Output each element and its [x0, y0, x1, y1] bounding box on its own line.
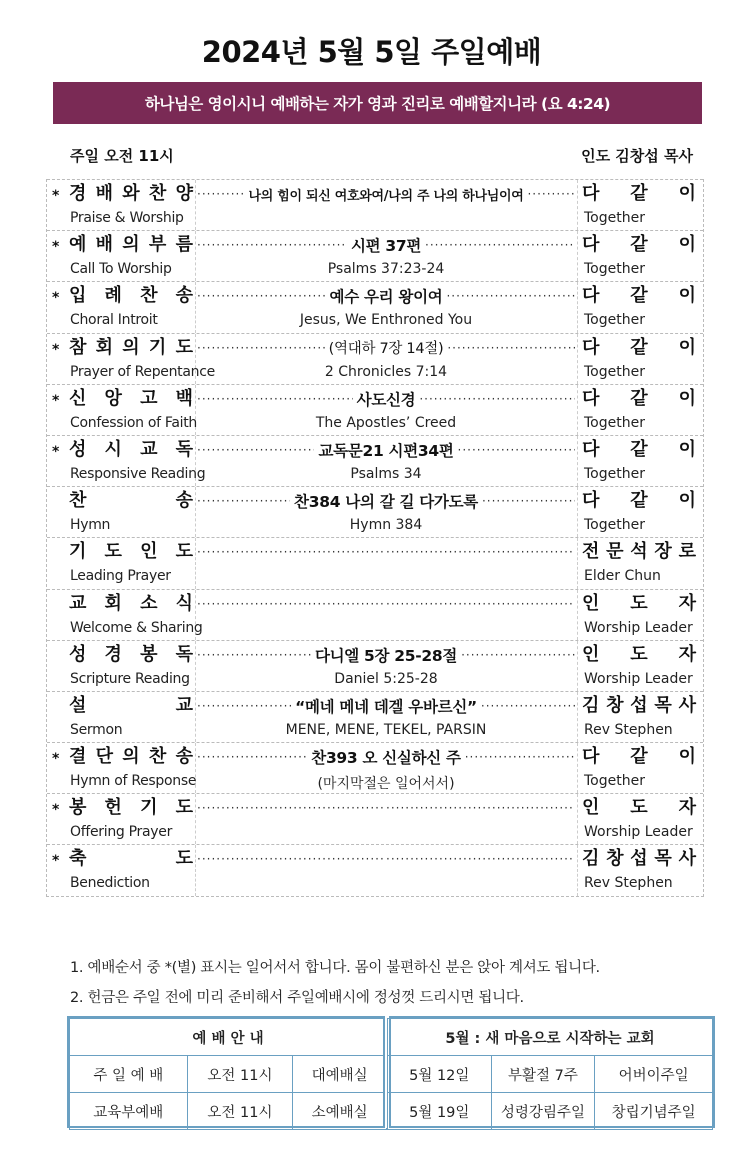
order-item-name-char: 회 — [104, 592, 122, 614]
order-item-name-char: 찬 — [140, 285, 158, 307]
order-item-leader-english: Worship Leader — [584, 824, 693, 841]
order-item-name-char: 교 — [140, 438, 158, 460]
table-row — [388, 1093, 713, 1130]
table-cell: 5월 19일 — [388, 1093, 492, 1130]
table-cell: 소예배실 — [293, 1093, 387, 1130]
order-item-name-char: 와 — [122, 183, 140, 204]
order-item — [47, 384, 703, 435]
order-item-leader-char: 이 — [678, 183, 696, 204]
order-item-name-char: 양 — [175, 183, 193, 204]
dot-leader — [197, 797, 386, 819]
note-offering: 2. 헌금은 주일 전에 미리 준비해서 주일예배시에 정성껏 드리시면 됩니다. — [70, 990, 524, 1006]
order-item-leader-english: Rev Stephen — [584, 875, 673, 892]
order-item-name-char: 설 — [69, 694, 87, 716]
order-item-english-content: Psalms 34 — [350, 465, 422, 482]
order-item-korean-name — [69, 234, 193, 256]
order-item-name-char: 신 — [69, 387, 87, 409]
dot-leader — [446, 285, 575, 307]
table-cell: 교육부예배 — [70, 1093, 188, 1130]
order-item-name-char: 배 — [95, 183, 114, 204]
order-item-leader — [582, 644, 696, 666]
order-item-name-char: 름 — [175, 234, 193, 256]
order-item-leader-char: 섭 — [630, 694, 648, 716]
order-item-english-content: (마지막절은 일어서서) — [317, 776, 455, 793]
order-item-leader-english: Together — [584, 261, 645, 278]
order-item-name-char: 송 — [175, 490, 193, 512]
order-item-english-name: Scripture Reading — [70, 670, 190, 687]
order-item-leader — [582, 388, 696, 410]
dot-leader — [197, 234, 347, 256]
page-title: 2024년 5월 5일 주일예배 — [201, 35, 542, 69]
order-item-leader-char: 같 — [630, 234, 648, 256]
order-item-leader-char: 이 — [678, 285, 696, 307]
order-item-leader-char: 자 — [678, 592, 696, 614]
order-item-content — [197, 593, 575, 615]
worship-guide-table — [69, 1018, 387, 1130]
order-item-name-char: 회 — [95, 336, 114, 358]
order-item-name-char: 소 — [140, 592, 158, 614]
order-item-leader-english: Together — [584, 210, 645, 226]
order-item-name-char: 찬 — [69, 490, 87, 512]
dot-leader — [197, 439, 314, 461]
order-item-korean-content: 다니엘 5장 25-28절 — [314, 646, 458, 665]
order-item-korean-content: “메네 메네 데겔 우바르신” — [295, 697, 477, 716]
dot-leader — [386, 593, 575, 615]
order-item-leader-char: 이 — [678, 336, 696, 358]
order-item-leader-char: 다 — [582, 285, 600, 307]
order-item-leader-char: 다 — [582, 336, 600, 358]
order-item-name-char: 앙 — [104, 387, 122, 409]
order-item-name-char: 의 — [122, 234, 140, 256]
table-cell: 오전 11시 — [187, 1056, 293, 1093]
order-item-english-content: The Apostles’ Creed — [315, 414, 457, 431]
order-item-english-name: Hymn of Response — [70, 773, 197, 790]
order-item-korean-name — [69, 337, 193, 359]
order-item-name-char: 교 — [175, 694, 193, 716]
order-item — [47, 230, 703, 281]
order-item-name-char: 송 — [175, 285, 193, 307]
dot-leader — [527, 183, 575, 205]
note-standing: 1. 예배순서 중 *(별) 표시는 일어서서 합니다. 몸이 불편하신 분은 앉아 계셔도 됩니다. — [70, 960, 600, 976]
order-item — [47, 793, 703, 844]
dot-leader — [465, 746, 575, 768]
order-item-content — [197, 746, 575, 768]
order-item-english-name: Prayer of Repentance — [70, 363, 215, 380]
order-item-english-content: MENE, MENE, TEKEL, PARSIN — [285, 721, 487, 738]
dot-leader — [197, 337, 325, 359]
order-item-leader — [582, 285, 696, 307]
order-item-name-char: 독 — [175, 643, 193, 665]
order-item-leader-english: Together — [584, 773, 645, 790]
order-item-leader-char: 다 — [582, 746, 600, 768]
order-item-leader-char: 다 — [582, 387, 600, 409]
order-item-korean-content: (역대하 7장 14절) — [328, 341, 444, 358]
order-item-leader-char: 도 — [630, 592, 648, 614]
order-item-korean-name — [69, 797, 193, 819]
dot-leader — [197, 388, 353, 410]
order-item-name-char: 백 — [175, 387, 193, 409]
order-item-leader-char: 사 — [678, 694, 696, 716]
order-item-leader-char: 이 — [678, 387, 696, 409]
table-cell: 어버이주일 — [595, 1056, 713, 1093]
order-item-leader — [582, 695, 696, 717]
order-item — [47, 435, 703, 486]
dot-leader — [197, 593, 386, 615]
order-item-korean-name — [69, 746, 193, 768]
table-cell: 오전 11시 — [187, 1093, 293, 1130]
order-item-english-name: Hymn — [70, 517, 111, 534]
order-item-name-char: 배 — [95, 234, 114, 256]
order-item-leader-english: Together — [584, 414, 645, 431]
order-item-english-name: Sermon — [70, 721, 123, 738]
order-item-content — [197, 234, 575, 256]
order-item-leader-char: 창 — [606, 694, 624, 716]
info-box — [67, 1016, 715, 1128]
order-item-content — [197, 644, 575, 666]
order-item-name-char: 축 — [69, 848, 87, 870]
order-item-leader-english: Elder Chun — [584, 568, 661, 585]
dot-leader — [197, 848, 386, 870]
order-item-leader-english: Together — [584, 312, 645, 329]
order-item-leader-char: 이 — [678, 234, 696, 256]
standing-marker: * — [52, 341, 60, 358]
order-item-leader-char: 자 — [678, 797, 696, 819]
table-row — [70, 1056, 387, 1093]
order-item-leader-char: 목 — [654, 694, 672, 716]
order-item — [47, 281, 703, 332]
order-item-name-char: 성 — [69, 643, 87, 665]
order-item-leader-english: Worship Leader — [584, 670, 693, 687]
order-item — [47, 333, 703, 384]
order-item-leader-char: 다 — [582, 183, 600, 204]
order-item-content — [197, 388, 575, 410]
order-item-leader — [582, 746, 696, 768]
order-item-name-char: 독 — [175, 438, 193, 460]
order-item-content — [197, 848, 575, 870]
order-item-leader-char: 로 — [678, 541, 696, 563]
table-cell: 주 일 예 배 — [70, 1056, 188, 1093]
order-item-name-char: 도 — [175, 541, 193, 563]
order-item-leader — [582, 439, 696, 461]
order-item — [47, 486, 703, 537]
order-item-korean-name — [69, 695, 193, 717]
order-item — [47, 640, 703, 691]
order-item-name-char: 고 — [140, 387, 158, 409]
order-item-leader-char: 김 — [582, 848, 600, 870]
order-item — [47, 537, 703, 588]
table-cell: 성령강림주일 — [491, 1093, 595, 1130]
order-item-english-content: Psalms 37:23-24 — [327, 261, 445, 278]
order-item-name-char: 결 — [69, 746, 87, 768]
order-item-english-name: Confession of Faith — [70, 414, 197, 431]
order-item-leader — [582, 183, 696, 205]
order-item-name-char: 경 — [104, 643, 122, 665]
order-item-english-content: 2 Chronicles 7:14 — [324, 363, 448, 380]
dot-leader — [386, 797, 575, 819]
order-item-leader-char: 이 — [678, 438, 696, 460]
order-item-name-char: 도 — [104, 541, 122, 563]
order-item-name-char: 기 — [140, 797, 158, 819]
order-item-english-content: Daniel 5:25-28 — [334, 670, 438, 687]
table-row — [388, 1056, 713, 1093]
order-item-leader-char: 도 — [630, 643, 648, 665]
order-item-name-char: 식 — [175, 592, 193, 614]
service-time: 주일 오전 11시 — [70, 147, 174, 165]
order-item-name-char: 도 — [175, 336, 193, 358]
order-item-english-content: Hymn 384 — [349, 517, 423, 534]
standing-marker: * — [52, 188, 60, 204]
service-presider: 인도 김창섭 목사 — [581, 147, 693, 165]
order-item-leader-char: 석 — [630, 541, 648, 563]
dot-leader — [386, 848, 575, 870]
order-item-content — [197, 695, 575, 717]
order-item-name-char: 경 — [69, 183, 87, 204]
order-item-korean-content: 예수 우리 왕이여 — [329, 288, 443, 307]
order-item-leader-english: Together — [584, 363, 645, 380]
order-item-leader-char: 인 — [582, 797, 600, 819]
order-item-name-char: 봉 — [69, 797, 87, 819]
order-item-leader-char: 같 — [630, 490, 648, 512]
dot-leader — [197, 541, 386, 563]
order-item-leader-char: 같 — [630, 336, 648, 358]
order-item-leader-char: 다 — [582, 438, 600, 460]
order-item-leader — [582, 234, 696, 256]
order-item — [47, 589, 703, 640]
standing-marker: * — [52, 751, 60, 768]
order-item-english-name: Welcome & Sharing — [70, 619, 203, 636]
order-item-korean-name — [69, 848, 193, 870]
order-item-leader-char: 같 — [630, 183, 648, 204]
order-item-leader-char: 창 — [606, 848, 624, 870]
order-item-leader — [582, 848, 696, 870]
order-item-leader-char: 장 — [654, 541, 672, 563]
order-item-name-char: 도 — [175, 797, 193, 819]
order-item-name-char: 시 — [104, 438, 122, 460]
order-item-korean-name — [69, 183, 193, 205]
dot-leader — [197, 490, 290, 512]
standing-marker: * — [52, 392, 60, 409]
dot-leader — [197, 285, 326, 307]
may-schedule-title: 5월 : 새 마음으로 시작하는 교회 — [388, 1019, 713, 1056]
order-item — [47, 742, 703, 793]
order-item-leader-char: 이 — [678, 490, 696, 512]
dot-leader — [458, 439, 575, 461]
dot-leader — [461, 644, 575, 666]
order-item-leader-char: 사 — [678, 848, 696, 870]
order-item-leader — [582, 797, 696, 819]
order-item-korean-content: 찬384 나의 갈 길 다가도록 — [294, 493, 478, 512]
order-item-leader-english: Worship Leader — [584, 619, 693, 636]
standing-marker: * — [52, 443, 60, 460]
dot-leader — [197, 695, 291, 717]
order-item-leader-char: 같 — [630, 746, 648, 768]
order-item-leader-char: 문 — [606, 541, 624, 563]
dot-leader — [419, 388, 575, 410]
dot-leader — [481, 695, 575, 717]
order-item-english-name: Responsive Reading — [70, 465, 206, 482]
order-item-leader — [582, 490, 696, 512]
order-item-english-name: Benediction — [70, 875, 150, 892]
order-item-content — [197, 797, 575, 819]
order-item-name-char: 헌 — [104, 797, 122, 819]
order-item-leader-char: 인 — [582, 643, 600, 665]
dot-leader — [425, 234, 575, 256]
order-item-name-char: 참 — [69, 336, 87, 358]
order-item-leader-char: 도 — [630, 797, 648, 819]
order-item-leader-english: Together — [584, 465, 645, 482]
order-item-korean-content: 교독문21 시편34편 — [318, 441, 454, 460]
order-item-english-content: Jesus, We Enthroned You — [299, 312, 473, 329]
order-item — [47, 844, 703, 895]
order-item-leader-char: 전 — [582, 541, 600, 563]
order-item-name-char: 인 — [140, 541, 158, 563]
order-item-english-name: Call To Worship — [70, 261, 172, 278]
order-item-content — [197, 490, 575, 512]
dot-leader — [197, 183, 245, 205]
standing-marker: * — [52, 802, 60, 819]
table-cell: 5월 12일 — [388, 1056, 492, 1093]
order-item-name-char: 례 — [104, 285, 122, 307]
standing-marker: * — [52, 853, 60, 870]
order-item-name-char: 기 — [148, 336, 167, 358]
order-item-name-char: 기 — [69, 541, 87, 563]
dot-leader — [447, 337, 575, 359]
order-item-name-char: 봉 — [140, 643, 158, 665]
order-item-korean-content: 사도신경 — [356, 390, 416, 409]
order-item — [47, 179, 703, 230]
order-item-name-char: 찬 — [148, 183, 167, 204]
standing-marker: * — [52, 290, 60, 307]
order-item-korean-name — [69, 541, 193, 563]
order-item-korean-content: 나의 힘이 되신 여호와여/나의 주 나의 하나님이여 — [248, 188, 524, 204]
table-cell: 부활절 7주 — [491, 1056, 595, 1093]
order-item-korean-name — [69, 490, 193, 512]
dot-leader — [482, 490, 575, 512]
order-item-leader-english: Rev Stephen — [584, 721, 673, 738]
order-item-korean-content: 찬393 오 신실하신 주 — [311, 749, 461, 768]
order-item-english-name: Choral Introit — [70, 312, 158, 329]
order-item-content — [197, 439, 575, 461]
order-item-leader-char: 인 — [582, 592, 600, 614]
order-item-name-char: 송 — [175, 746, 193, 768]
order-item-english-name: Leading Prayer — [70, 568, 171, 585]
order-item-english-name: Praise & Worship — [70, 210, 184, 226]
order-item-korean-content: 시편 37편 — [350, 237, 422, 256]
worship-guide-title: 예 배 안 내 — [70, 1019, 387, 1056]
table-cell: 대예배실 — [293, 1056, 387, 1093]
order-item-leader-char: 김 — [582, 694, 600, 716]
scripture-verse: 하나님은 영이시니 예배하는 자가 영과 진리로 예배할지니라 (요 4:24) — [144, 95, 611, 113]
order-item-leader-char: 섭 — [630, 848, 648, 870]
order-item-korean-name — [69, 593, 193, 615]
dot-leader — [197, 746, 307, 768]
order-item-name-char: 찬 — [148, 746, 167, 768]
order-item-leader-char: 목 — [654, 848, 672, 870]
order-item-leader-char: 같 — [630, 285, 648, 307]
order-item-leader-english: Together — [584, 517, 645, 534]
order-item-content — [197, 285, 575, 307]
order-item-name-char: 교 — [69, 592, 87, 614]
dot-leader — [197, 644, 311, 666]
order-item — [47, 691, 703, 742]
order-item-name-char: 부 — [148, 234, 167, 256]
order-item-name-char: 의 — [122, 336, 140, 358]
order-item-leader-char: 이 — [678, 746, 696, 768]
may-schedule-table — [387, 1018, 713, 1130]
order-item-content — [197, 541, 575, 563]
order-item-english-name: Offering Prayer — [70, 824, 173, 841]
order-item-name-char: 도 — [175, 848, 193, 870]
table-cell: 창립기념주일 — [595, 1093, 713, 1130]
dot-leader — [386, 541, 575, 563]
standing-marker: * — [52, 239, 60, 256]
order-item-leader-char: 자 — [678, 643, 696, 665]
order-item-korean-name — [69, 644, 193, 666]
order-item-content — [197, 183, 575, 205]
table-row — [70, 1093, 387, 1130]
order-item-leader-char: 다 — [582, 490, 600, 512]
order-item-leader-char: 같 — [630, 387, 648, 409]
order-item-leader-char: 다 — [582, 234, 600, 256]
order-item-name-char: 의 — [122, 746, 140, 768]
order-item-name-char: 예 — [69, 234, 87, 256]
scripture-banner — [53, 82, 702, 124]
order-item-leader — [582, 593, 696, 615]
order-item-leader-char: 같 — [630, 438, 648, 460]
order-item-korean-name — [69, 388, 193, 410]
order-item-content — [197, 337, 575, 359]
order-of-worship — [46, 179, 704, 897]
order-item-name-char: 입 — [69, 285, 87, 307]
order-item-korean-name — [69, 439, 193, 461]
order-item-name-char: 단 — [95, 746, 114, 768]
order-item-korean-name — [69, 285, 193, 307]
order-item-name-char: 성 — [69, 438, 87, 460]
order-item-leader — [582, 337, 696, 359]
order-item-leader — [582, 541, 696, 563]
